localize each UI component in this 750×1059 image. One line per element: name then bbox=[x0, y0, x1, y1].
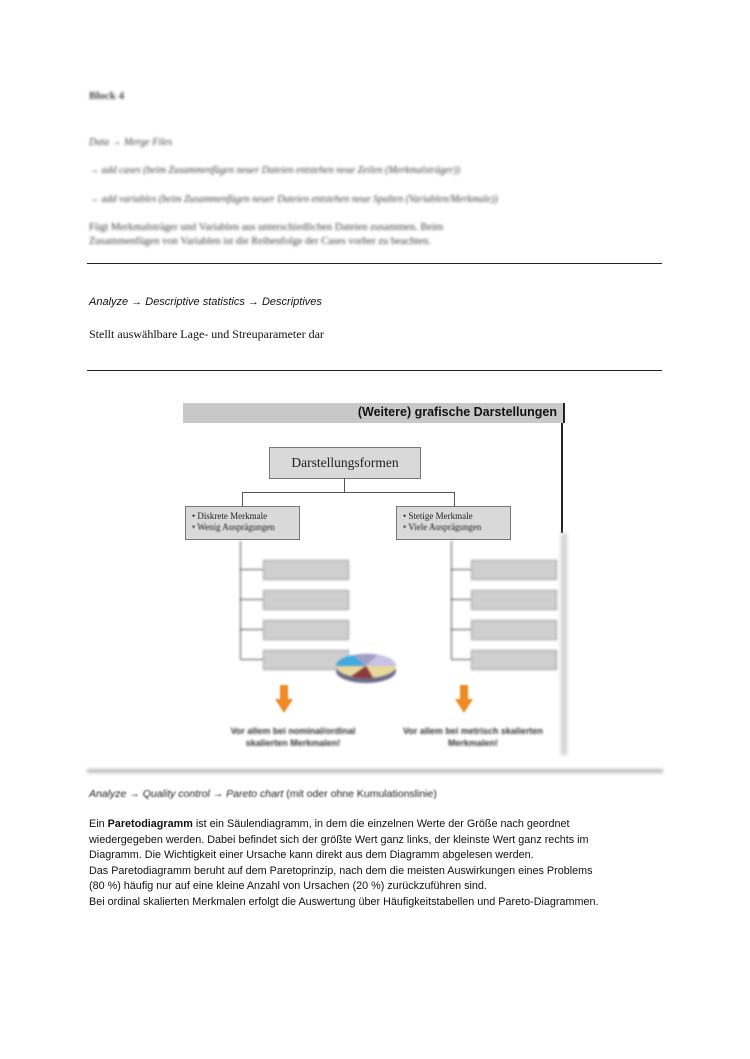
divider-1 bbox=[87, 263, 662, 264]
figure-border bbox=[561, 423, 563, 533]
pareto-suffix: (mit oder ohne Kumulationslinie) bbox=[283, 788, 437, 800]
left-branch-3 bbox=[240, 629, 263, 630]
connector-right-down bbox=[454, 492, 455, 506]
right-sub-box-1 bbox=[471, 560, 557, 580]
root-box: Darstellungsformen bbox=[269, 447, 421, 479]
pareto-term: Paretodiagramm bbox=[107, 818, 193, 830]
right-sub-box-3 bbox=[471, 620, 557, 640]
right-branch-2 bbox=[451, 599, 471, 600]
left-branch-2 bbox=[240, 599, 263, 600]
pareto-path-line bbox=[89, 788, 437, 800]
left-category-line-1: • Diskrete Merkmale bbox=[192, 511, 268, 521]
right-category-box bbox=[396, 506, 511, 540]
pareto-line-6: Bei ordinal skalierten Merkmalen erfolgt die Auswertung über Häufigkeitstabellen und Pareto-Diagrammen. bbox=[89, 895, 599, 908]
block-title: Block 4 bbox=[89, 90, 125, 102]
left-branch-4 bbox=[240, 659, 263, 660]
right-category-line-2: • Viele Ausprägungen bbox=[403, 522, 482, 532]
left-sub-box-1 bbox=[263, 560, 349, 580]
divider-2 bbox=[87, 370, 662, 371]
right-tree-trunk bbox=[451, 541, 452, 659]
pie-chart-image bbox=[333, 645, 399, 685]
right-branch-4 bbox=[451, 659, 471, 660]
figure-shadow bbox=[561, 533, 567, 755]
right-sub-box-4 bbox=[471, 650, 557, 670]
pareto-line-1-text: ist ein Säulendiagramm, in dem die einzelnen Werte der Größe nach geordnet bbox=[192, 818, 570, 830]
pareto-path: Analyze → Quality control → Pareto chart bbox=[89, 788, 284, 800]
pareto-line-4: Das Paretodiagramm beruht auf dem Paretoprinzip, nach dem die meisten Auswirkungen eines Problems bbox=[89, 864, 593, 877]
left-sub-box-3 bbox=[263, 620, 349, 640]
figure-header-title: (Weitere) grafische Darstellungen bbox=[357, 405, 557, 419]
description: Stellt auswählbare Lage- und Streuparameter dar bbox=[89, 327, 324, 341]
connector-root-down bbox=[344, 478, 345, 492]
blurred-line-3: → add variables (beim Zusammenfügen neuer Dateien entstehen neue Spalten (Variablen/Merkmale)) bbox=[89, 194, 498, 205]
left-category-box bbox=[185, 506, 300, 540]
left-branch-1 bbox=[240, 569, 263, 570]
figure-header bbox=[183, 403, 565, 423]
pareto-line-1 bbox=[89, 817, 649, 833]
connector-left-down bbox=[242, 492, 243, 506]
blurred-line-2: → add cases (beim Zusammenfügen neuer Dateien entstehen neue Zeilen (Merkmalsträger)) bbox=[89, 165, 461, 176]
pareto-description bbox=[89, 817, 649, 911]
blurred-line-5: Zusammenfügen von Variablen ist die Reihenfolge der Cases vorher zu beachten. bbox=[89, 236, 431, 247]
right-branch-3 bbox=[451, 629, 471, 630]
left-sub-box-2 bbox=[263, 590, 349, 610]
graphic-representations-figure bbox=[183, 403, 566, 753]
blurred-line-4: Fügt Merkmalsträger und Variablen aus unterschiedlichen Dateien zusammen. Beim bbox=[89, 222, 444, 233]
left-tree-trunk bbox=[240, 541, 241, 659]
right-sub-box-2 bbox=[471, 590, 557, 610]
right-branch-1 bbox=[451, 569, 471, 570]
pareto-line-5: (80 %) häufig nur auf eine kleine Anzahl von Ursachen (20 %) zurückzuführen sind. bbox=[89, 880, 487, 893]
left-category-line-2: • Wenig Ausprägungen bbox=[192, 522, 275, 532]
left-note: Vor allem bei nominal/ordinal skalierten Merkmalen! bbox=[230, 726, 356, 748]
right-down-arrow-icon bbox=[455, 685, 473, 715]
right-note: Vor allem bei metrisch skalierten Merkmalen! bbox=[403, 726, 543, 748]
right-category-line-1: • Stetige Merkmale bbox=[403, 511, 473, 521]
blurred-line-1: Data → Merge Files bbox=[89, 137, 173, 148]
menu-path: Analyze → Descriptive statistics → Descriptives bbox=[89, 296, 322, 308]
connector-horizontal bbox=[242, 492, 454, 493]
figure-bottom-shadow bbox=[87, 769, 663, 773]
pareto-line-2: wiedergegeben werden. Dabei befindet sich der größte Wert ganz links, der kleinste Wert ganz rechts im bbox=[89, 833, 589, 846]
pareto-intro: Ein bbox=[89, 818, 108, 830]
left-down-arrow-icon bbox=[275, 685, 293, 715]
pareto-line-3: Diagramm. Die Wichtigkeit einer Ursache kann direkt aus dem Diagramm abgelesen werden. bbox=[89, 849, 534, 862]
